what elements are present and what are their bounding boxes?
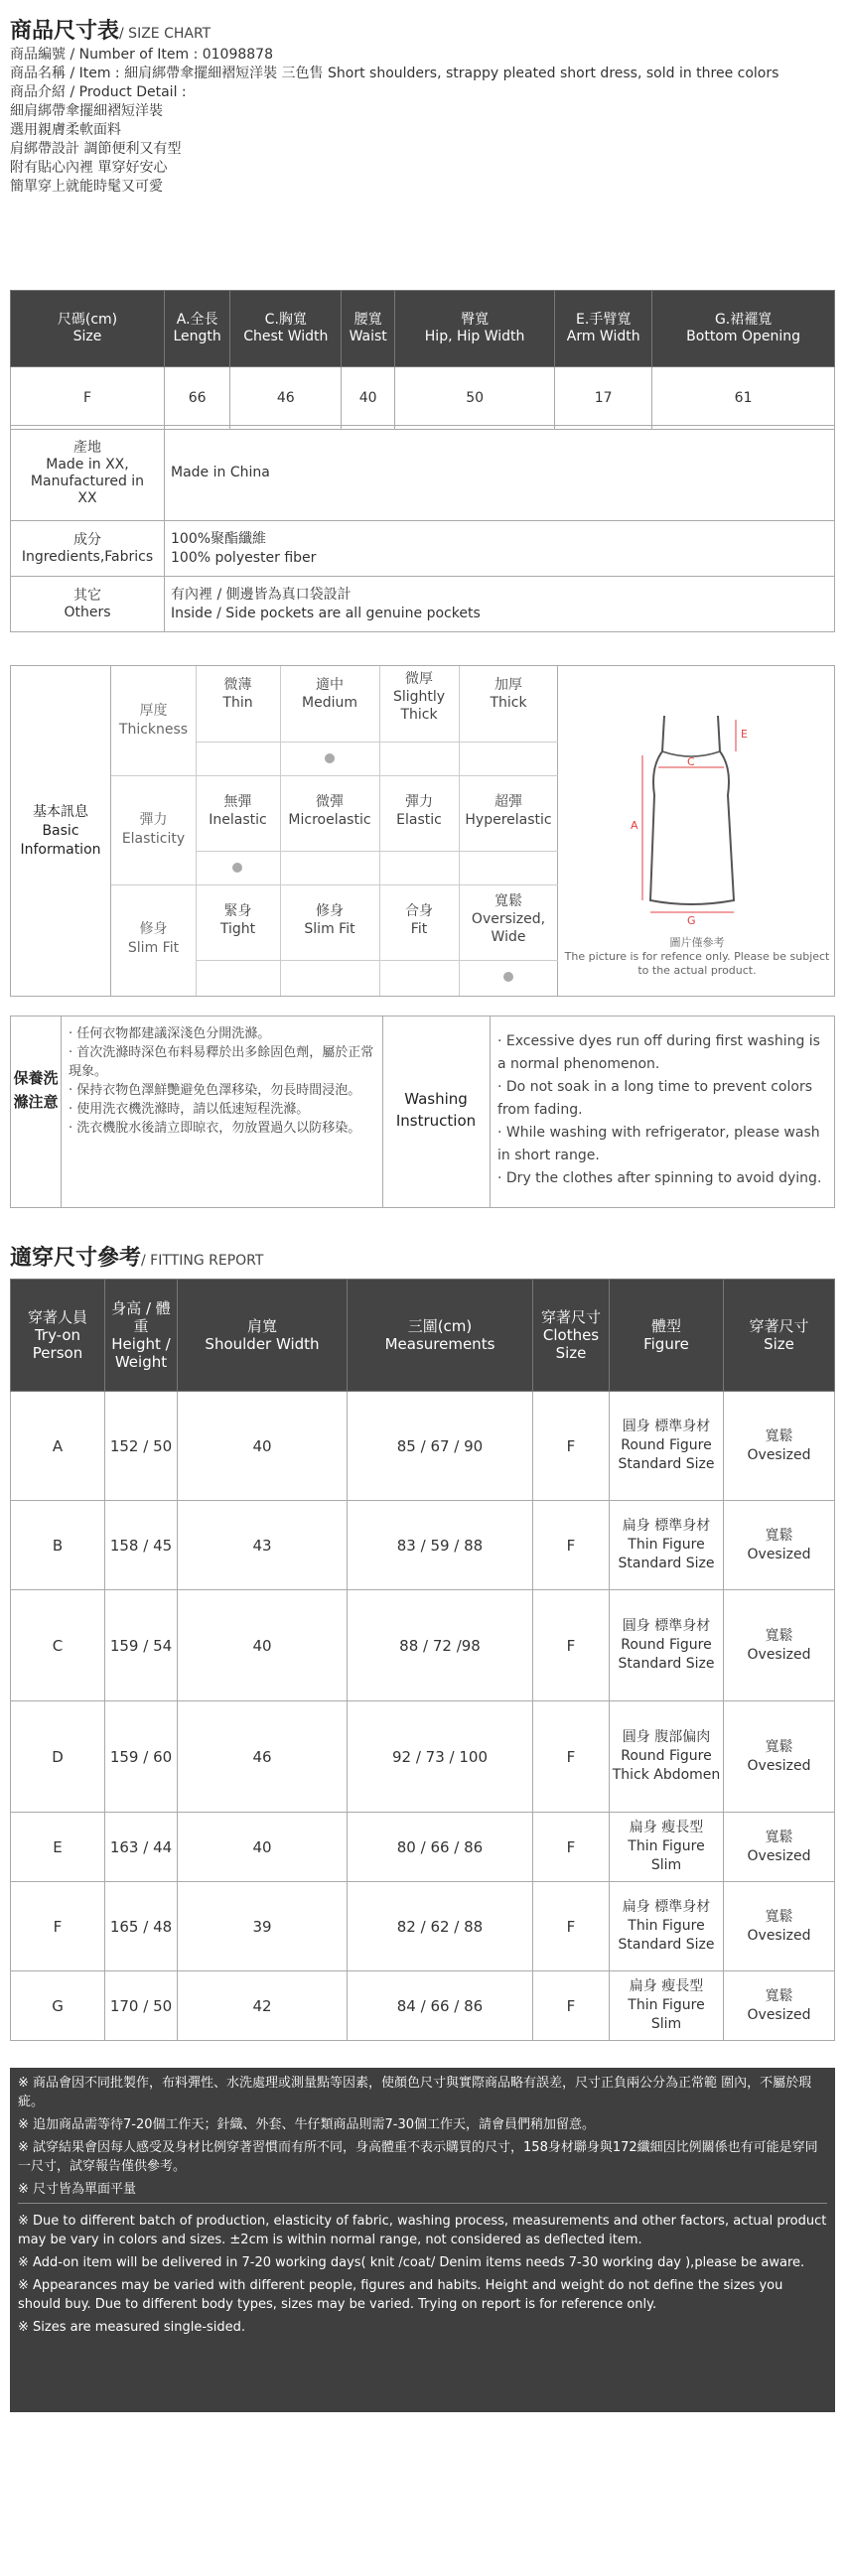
washing-en-list (497, 1030, 829, 1190)
detail-line: 選用親膚柔軟面料 (10, 122, 121, 138)
table-row: F 165 / 48 39 82 / 62 / 88 F 扁身 標準身材 Thin Figure Standard Size 寬鬆 Ovesized (11, 1882, 835, 1971)
chest-col-header: C.胸寬 Chest Width (230, 291, 342, 367)
hip-cell: 50 (395, 367, 555, 430)
fit-label: 修身 Slim Fit (127, 921, 180, 956)
figure-col-header: 體型 Figure (610, 1280, 724, 1392)
note-en: ※ Sizes are measured single-sided. (18, 2320, 246, 2335)
fabric-row (11, 521, 835, 577)
height-weight-col-header: 身高 / 體重 Height / Weight (105, 1280, 178, 1392)
size-table (10, 290, 835, 430)
elasticity-hyperelastic: 超彈 Hyperelastic (465, 794, 552, 828)
size-col-header: 尺碼(cm) Size (11, 291, 165, 367)
length-cell: 66 (165, 367, 230, 430)
thickness-thick: 加厚 Thick (490, 677, 527, 711)
diagram-label-c: C (687, 755, 695, 768)
washing-zh-item: · 任何衣物都建議深淺色分開洗滌。 (69, 1026, 271, 1041)
size-cell: F (11, 367, 165, 430)
washing-en-item: · While washing with refrigerator, please wash in short range. (497, 1125, 820, 1163)
washing-zh-item: · 使用洗衣機洗滌時，請以低速短程洗滌。 (69, 1102, 310, 1117)
diagram-label-a: A (631, 819, 638, 832)
table-row: C 159 / 54 40 88 / 72 /98 F 圓身 標準身材 Round Figure Standard Size 寬鬆 Ovesized (11, 1590, 835, 1701)
table-row: A 152 / 50 40 85 / 67 / 90 F 圓身 標準身材 Round Figure Standard Size 寬鬆 Ovesized (11, 1392, 835, 1501)
bottom-cell: 61 (652, 367, 835, 430)
fit-tight: 緊身 Tight (219, 903, 256, 937)
measurements-col-header: 三圍(cm) Measurements (348, 1280, 533, 1392)
origin-key: 產地 Made in XX, Manufactured in XX (11, 426, 165, 521)
product-info (10, 46, 834, 197)
note-en: ※ Due to different batch of production, elasticity of fabric, washing process, measurements and other factors, actual product may be vary in colors and sizes. ±2cm is within normal range, not considered as deflected item. (18, 2214, 827, 2247)
detail-line: 肩綁帶設計 調節便利又有型 (10, 141, 182, 157)
fit-size-col-header: 穿著尺寸 Size (724, 1280, 835, 1392)
table-row: B 158 / 45 43 83 / 59 / 88 F 扁身 標準身材 Thin Figure Standard Size 寬鬆 Ovesized (11, 1501, 835, 1590)
fitting-title (10, 1241, 263, 1272)
others-value: 有內裡 / 側邊皆為真口袋設計 Inside / Side pockets are all genuine pockets (165, 577, 835, 632)
note-en: ※ Appearances may be varied with different people, figures and habits. Height and weight do not define the sizes you should buy. Due to different body types, sizes may be varied. Trying on report is for reference only. (18, 2278, 783, 2312)
image-caption-en: The picture is for refence only. Please be subject to the actual product. (564, 950, 830, 977)
shoulder-col-header: 肩寬 Shoulder Width (178, 1280, 348, 1392)
meta-table (10, 425, 835, 632)
elasticity-label: 彈力 Elasticity (121, 812, 186, 847)
washing-en-item: · Dry the clothes after spinning to avoid dying. (497, 1170, 822, 1186)
washing-zh-item: · 首次洗滌時深色布料易釋於出多餘固色劑，屬於正常現象。 (69, 1045, 374, 1079)
thickness-label: 厚度 Thickness (118, 703, 189, 738)
clothes-size-col-header: 穿著尺寸 Clothes Size (533, 1280, 610, 1392)
table-row: E 163 / 44 40 80 / 66 / 86 F 扁身 瘦長型 Thin Figure Slim 寬鬆 Ovesized (11, 1813, 835, 1882)
origin-value: Made in China (165, 426, 835, 521)
washing-label-zh: 保養洗滌注意 (13, 1069, 59, 1111)
item-number: 商品編號 / Number of Item : 01098878 (10, 47, 273, 63)
elasticity-inelastic: 無彈 Inelastic (209, 794, 267, 828)
detail-line: 簡單穿上就能時髦又可愛 (10, 179, 163, 195)
basic-info (10, 665, 835, 997)
arm-col-header: E.手臂寬 Arm Width (555, 291, 652, 367)
waist-cell: 40 (342, 367, 395, 430)
fit-oversized: 寬鬆 Oversized, Wide (471, 893, 546, 945)
detail-label: 商品介紹 / Product Detail : (10, 84, 187, 100)
waist-col-header: 腰寬 Waist (342, 291, 395, 367)
item-name: 商品名稱 / Item : 細肩綁帶傘擺細褶短洋裝 三色售 Short shoulders, strappy pleated short dress, sold in three colors (10, 66, 779, 81)
bottom-col-header: G.裙襬寬 Bottom Opening (652, 291, 835, 367)
dress-diagram-icon (617, 706, 766, 944)
note-zh: ※ 追加商品需等待7-20個工作天；針織、外套、牛仔類商品則需7-30個工作天，請會員們稍加留意。 (18, 2117, 596, 2132)
elasticity-microelastic: 微彈 Microelastic (288, 794, 371, 828)
note-zh: ※ 尺寸皆為單面平量 (18, 2182, 137, 2197)
table-row: D 159 / 60 46 92 / 73 / 100 F 圓身 腹部偏肉 Round Figure Thick Abdomen 寬鬆 Ovesized (11, 1701, 835, 1813)
image-caption-zh: 圖片僅參考 (669, 936, 725, 949)
size-chart-title-en: / SIZE CHART (119, 26, 212, 42)
washing-en-item: · Excessive dyes run off during first washing is a normal phenomenon. (497, 1033, 820, 1072)
elasticity-selected-dot (232, 863, 242, 873)
washing-zh-item: · 洗衣機脫水後請立即晾衣，勿放置過久以防移染。 (69, 1121, 361, 1136)
fitting-title-en: / FITTING REPORT (141, 1253, 264, 1269)
fit-slim: 修身 Slim Fit (304, 903, 355, 937)
diagram-label-e: E (741, 728, 748, 741)
washing-label-en: Washing Instruction (395, 1090, 477, 1130)
size-table-row (11, 367, 835, 430)
detail-line: 附有貼心內裡 單穿好安心 (10, 160, 168, 176)
table-row: G 170 / 50 42 84 / 66 / 86 F 扁身 瘦長型 Thin Figure Slim 寬鬆 Ovesized (11, 1971, 835, 2041)
size-chart-title-zh: 商品尺寸表 (10, 19, 120, 44)
thickness-slightly-thick: 微厚 Slightly Thick (392, 671, 446, 723)
size-chart-title (10, 14, 211, 45)
note-zh: ※ 商品會因不同批製作，布料彈性、水洗處理或測量點等因素，使顏色尺寸與實際商品略有誤差，尺寸正負兩公分為正常範 圍內，不屬於瑕疵。 (18, 2076, 812, 2109)
size-table-header (11, 291, 835, 367)
note-zh: ※ 試穿結果會因每人感受及身材比例穿著習慣而有所不同，身高體重不表示購買的尺寸，158身材聯身與172纖細因比例關係也有可能是穿同一尺寸，試穿報告僅供參考。 (18, 2140, 818, 2174)
others-key: 其它 Others (11, 577, 165, 632)
washing-en-item: · Do not soak in a long time to prevent colors from fading. (497, 1079, 812, 1118)
origin-row (11, 426, 835, 521)
thickness-selected-dot (325, 753, 335, 763)
washing-zh-item: · 保持衣物色澤鮮艷避免色澤移染，勿長時間浸泡。 (69, 1083, 361, 1098)
arm-cell: 17 (555, 367, 652, 430)
others-row (11, 577, 835, 632)
fabric-value: 100%聚酯纖維 100% polyester fiber (165, 521, 835, 577)
length-col-header: A.全長 Length (165, 291, 230, 367)
image-caption (559, 936, 835, 978)
washing-section (10, 1016, 835, 1208)
hip-col-header: 臀寬 Hip, Hip Width (395, 291, 555, 367)
fabric-key: 成分 Ingredients,Fabrics (11, 521, 165, 577)
fitting-table (10, 1279, 835, 2041)
basic-info-label: 基本訊息 Basic Information (20, 803, 101, 858)
fit-selected-dot (503, 972, 513, 982)
thickness-thin: 微薄 Thin (222, 677, 253, 711)
diagram-label-g: G (687, 914, 696, 927)
attribute-grid (110, 666, 558, 996)
washing-zh-list (69, 1024, 376, 1138)
fitting-title-zh: 適穿尺寸參考 (10, 1246, 142, 1271)
thickness-medium: 適中 Medium (302, 677, 357, 711)
person-col-header: 穿著人員 Try-on Person (11, 1280, 105, 1392)
fitting-header (11, 1280, 835, 1392)
detail-line: 細肩綁帶傘擺細褶短洋裝 (10, 103, 163, 119)
fit-fit: 合身 Fit (405, 903, 433, 937)
chest-cell: 46 (230, 367, 342, 430)
note-en: ※ Add-on item will be delivered in 7-20 working days( knit /coat/ Denim items needs 7-30 working day ),please be aware. (18, 2255, 805, 2270)
notes-panel (10, 2068, 835, 2412)
elasticity-elastic: 彈力 Elastic (396, 794, 442, 828)
